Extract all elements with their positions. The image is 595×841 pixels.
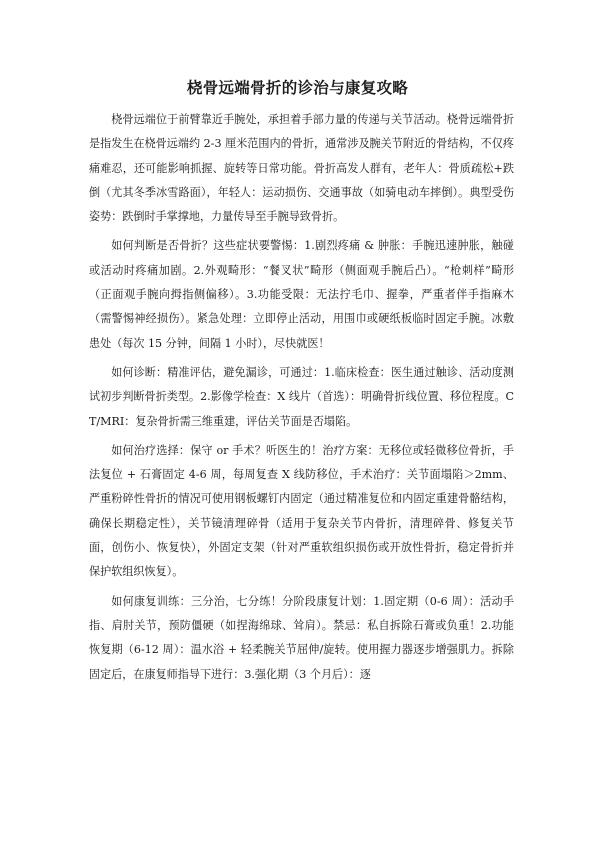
document-body [89, 108, 514, 692]
paragraph-symptoms: 如何判断是否骨折？这些症状要警惕：1.剧烈疼痛 & 肿胀：手腕迅速肿胀，触碰或活动时疼痛加剧。2.外观畸形：“餐叉状”畸形（侧面观手腕后凸）。“枪刺样”畸形（正面观手腕向拇指侧偏移）。3.功能受限：无法拧毛巾、握拳，严重者伴手指麻木（需警惕神经损伤）。紧急处理：立即停止活动，用围巾或硬纸板临时固定手腕。冰敷患处（每次 15 分钟，间隔 1 小时），尽快就医！ [89, 239, 514, 350]
paragraph-diagnosis: 如何诊断：精准评估，避免漏诊，可通过：1.临床检查：医生通过触诊、活动度测试初步判断骨折类型。2.影像学检查：X 线片（首选）：明确骨折线位置、移位程度。CT/MRI：复杂骨折需三维重建，评估关节面是否塌陷。 [89, 365, 514, 428]
paragraph-overview: 桡骨远端位于前臂靠近手腕处，承担着手部力量的传递与关节活动。桡骨远端骨折是指发生在桡骨远端约 2-3 厘米范围内的骨折，通常涉及腕关节附近的骨结构，不仅疼痛难忍，还可能影响抓握、旋转等日常功能。骨折高发人群有，老年人：骨质疏松+跌倒（尤其冬季冰雪路面），年轻人：运动损伤、交通事故（如骑电动车摔倒）。典型受伤姿势：跌倒时手掌撑地，力量传导至手腕导致骨折。 [89, 113, 514, 224]
document-title: 桡骨远端骨折的诊治与康复攻略 [186, 79, 409, 97]
paragraph-treatment: 如何治疗选择：保守 or 手术？听医生的！治疗方案：无移位或轻微移位骨折，手法复位 + 石膏固定 4-6 周，每周复查 X 线防移位，手术治疗：关节面塌陷＞2mm、严重粉碎性骨折的情况可使用钢板螺钉内固定（通过精准复位和内固定重建骨骼结构，确保长期稳定性），关节镜清理碎骨（适用于复杂关节内骨折，清理碎骨、修复关节面，创伤小、恢复快），外固定支架（针对严重软组织损伤或开放性骨折，稳定骨折并保护软组织恢复）。 [89, 443, 514, 579]
paragraph-rehabilitation: 如何康复训练：三分治，七分练！分阶段康复计划：1.固定期（0-6 周）：活动手指、肩肘关节，预防僵硬（如捏海绵球、耸肩）。禁忌：私自拆除石膏或负重！2.功能恢复期（6-12 周）：温水浴 + 轻柔腕关节屈伸/旋转。使用握力器逐步增强肌力。拆除固定后，在康复师指导下进行：3.强化期（3 个月后）：逐 [89, 594, 514, 681]
